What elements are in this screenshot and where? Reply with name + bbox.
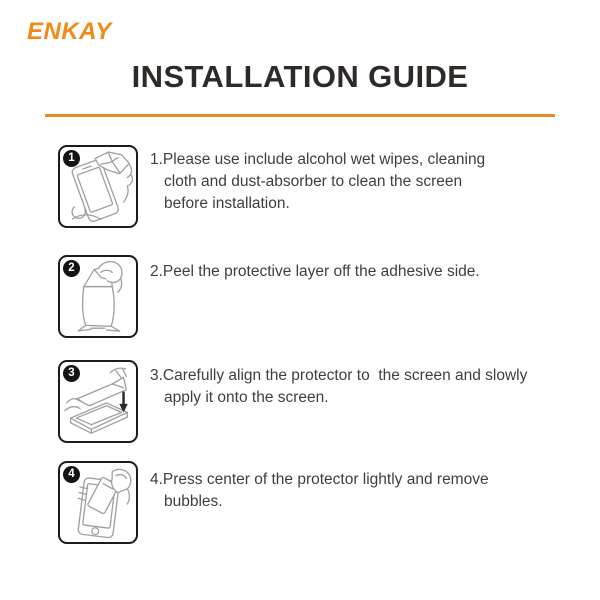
step-4-figure bbox=[58, 461, 138, 544]
step-4-line-1: 4.Press center of the protector lightly and remove bbox=[150, 471, 489, 488]
brand-logo: ENKAY bbox=[27, 18, 112, 45]
step-2-text bbox=[150, 261, 590, 283]
step-3-figure bbox=[58, 360, 138, 443]
step-4-text bbox=[150, 469, 590, 513]
step-1-text bbox=[150, 149, 590, 215]
step-1-line-2: cloth and dust-absorber to clean the screen bbox=[164, 173, 463, 190]
step-1-line-3: before installation. bbox=[164, 195, 290, 212]
step-1-line-1: 1.Please use include alcohol wet wipes, cleaning bbox=[150, 151, 486, 168]
step-4-number-badge: 4 bbox=[63, 466, 80, 483]
step-2-figure bbox=[58, 255, 138, 338]
step-1-figure bbox=[58, 145, 138, 228]
step-1-number-badge: 1 bbox=[63, 150, 80, 167]
page-title: INSTALLATION GUIDE bbox=[131, 59, 469, 94]
orange-divider bbox=[45, 114, 555, 117]
step-4-line-2: bubbles. bbox=[164, 493, 223, 510]
step-3-line-1: 3.Carefully align the protector to the screen and slowly bbox=[150, 367, 528, 384]
step-3-number-badge: 3 bbox=[63, 365, 80, 382]
step-2-line-1: 2.Peel the protective layer off the adhesive side. bbox=[150, 263, 480, 280]
step-2-number-badge: 2 bbox=[63, 260, 80, 277]
step-3-line-2: apply it onto the screen. bbox=[164, 389, 329, 406]
step-3-text bbox=[150, 365, 590, 409]
